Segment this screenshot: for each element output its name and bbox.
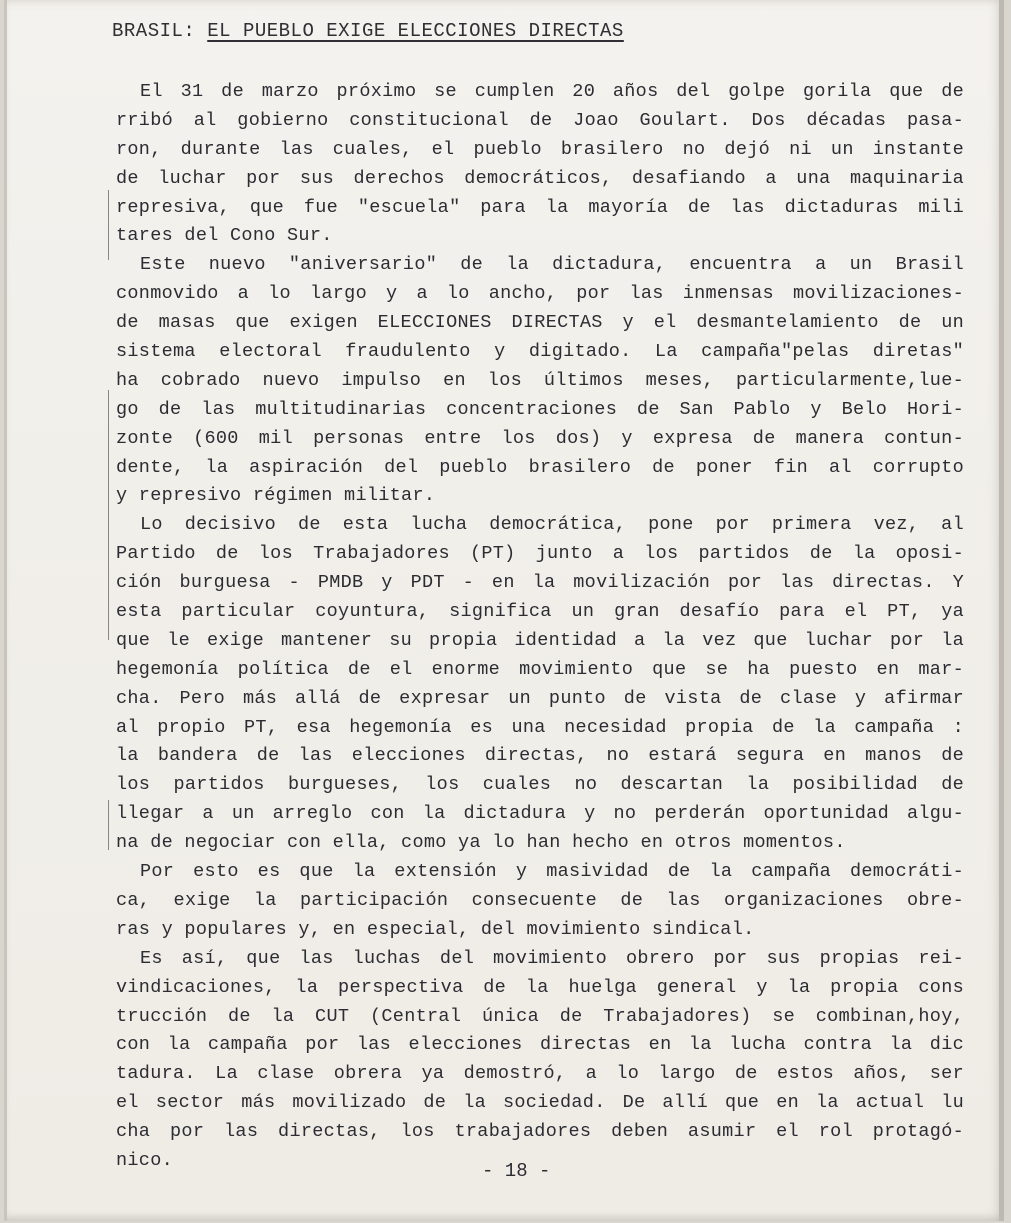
text-line: zonte (600 mil personas entre los dos) y expresa de manera contun- [116,427,964,449]
text-line: al propio PT, esa hegemonía es una necesidad propia de la campaña : [116,716,964,738]
text-line: Por esto es que la extensión y masividad de la campaña democráti- [140,861,964,883]
text-line: esta particular coyuntura, significa un gran desafío para el PT, ya [116,601,964,623]
text-line: sistema electoral fraudulento y digitado. La campaña"pelas diretas" [116,341,964,363]
text-line: Lo decisivo de esta lucha democrática, pone por primera vez, al [140,514,964,536]
text-line: hegemonía política de el enorme movimiento que se ha puesto en mar- [116,658,964,680]
text-line: El 31 de marzo próximo se cumplen 20 años del golpe gorila que de [140,81,964,102]
heading-title: EL PUEBLO EXIGE ELECCIONES DIRECTAS [207,20,624,42]
text-line: ca, exige la participación consecuente de las organizaciones obre- [116,889,964,911]
text-line: Este nuevo "aniversario" de la dictadura, encuentra a un Brasil [140,254,964,276]
document-heading [112,20,624,42]
text-line: ha cobrado nuevo impulso en los últimos meses, particularmente,lue- [116,369,964,391]
text-line: de masas que exigen ELECCIONES DIRECTAS y el desmantelamiento de un [116,312,964,334]
text-line: tares del Cono Sur. [116,225,333,247]
text-line: los partidos burgueses, los cuales no descartan la posibilidad de [116,774,964,796]
text-line: Partido de los Trabajadores (PT) junto a los partidos de la oposi- [116,543,964,565]
text-line: dente, la aspiración del pueblo brasilero de poner fin al corrupto [116,456,964,478]
page-number: - 18 - [482,1160,551,1182]
text-line: represiva, que fue "escuela" para la mayoría de las dictaduras mili [116,196,964,218]
text-line: de luchar por sus derechos democráticos, desafiando a una maquinaria [116,167,964,189]
text-line: ron, durante las cuales, el pueblo brasilero no dejó ni un instante [116,138,964,160]
text-line: y represivo régimen militar. [116,485,436,507]
text-line: Es así, que las luchas del movimiento obrero por sus propias rei- [140,947,964,969]
text-line: el sector más movilizado de la sociedad. De allí que en la actual lu [116,1092,964,1114]
text-line: tadura. La clase obrera ya demostró, a lo largo de estos años, ser [116,1063,964,1085]
margin-rule [108,800,109,850]
text-line: ción burguesa - PMDB y PDT - en la movilización por las directas. Y [116,572,964,594]
document-page [4,0,1004,1221]
text-line: ras y populares y, en especial, del movimiento sindical. [116,918,755,940]
text-line: nico. [116,1149,174,1171]
text-line: rribó al gobierno constitucional de Joao Goulart. Dos décadas pasa- [116,109,964,131]
text-line: cha por las directas, los trabajadores deben asumir el rol protagó- [116,1121,964,1143]
text-line: na de negociar con ella, como ya lo han hecho en otros momentos. [116,832,846,854]
margin-rule [108,390,109,640]
text-line: llegar a un arreglo con la dictadura y no perderán oportunidad algu- [116,803,964,825]
body-text [116,78,964,1176]
text-line: conmovido a lo largo y a lo ancho, por las inmensas movilizaciones- [116,283,964,305]
margin-rule [108,190,109,260]
text-line: vindicaciones, la perspectiva de la huelga general y la propia cons [116,976,964,998]
text-line: con la campaña por las elecciones directas en la lucha contra la dic [116,1034,964,1056]
heading-country: BRASIL: [112,20,196,42]
text-line: trucción de la CUT (Central única de Trabajadores) se combinan,hoy, [116,1005,964,1027]
text-line: la bandera de las elecciones directas, no estará segura en manos de [116,745,964,767]
text-line: go de las multitudinarias concentraciones de San Pablo y Belo Hori- [116,398,964,420]
text-line: cha. Pero más allá de expresar un punto de vista de clase y afirmar [116,687,964,709]
text-line: que le exige mantener su propia identidad a la vez que luchar por la [116,629,964,651]
